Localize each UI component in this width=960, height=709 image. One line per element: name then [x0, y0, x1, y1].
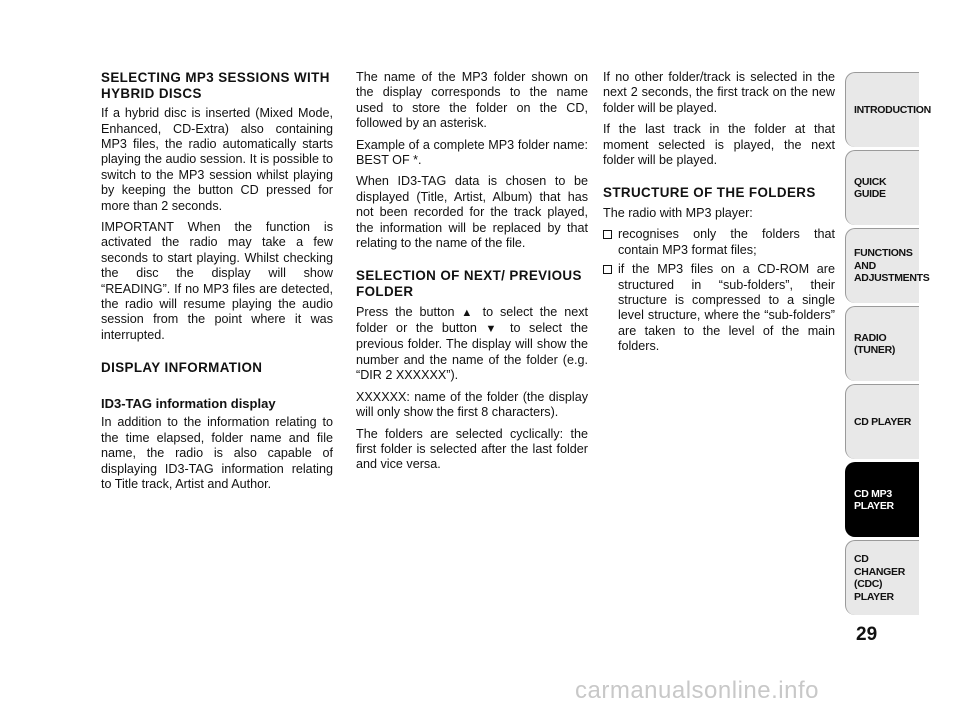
tab-functions-adjustments[interactable] [845, 228, 930, 303]
paragraph: IMPORTANT When the function is activated the radio may take a few seconds to start playing. Whilst checking the disc the display will show “READING”. If no MP3 files are detected, the radio will resume playing the audio session from the point where it was interrupted. [101, 220, 333, 342]
heading-selection-next-previous-folder: SELECTION OF NEXT/ PREVIOUS FOLDER [356, 268, 582, 300]
section-tabs [845, 72, 931, 618]
list-item [603, 227, 835, 258]
paragraph: Example of a complete MP3 folder name: BEST OF *. [356, 137, 588, 168]
tab-quick-guide[interactable] [845, 150, 919, 225]
bullet-list [603, 227, 835, 354]
heading-display-information: DISPLAY INFORMATION [101, 360, 263, 376]
paragraph: If no other folder/track is selected in the next 2 seconds, the first track on the new folder will be played. [603, 70, 835, 115]
down-arrow-icon: ▼ [485, 323, 502, 336]
watermark: carmanualsonline.info [575, 677, 819, 704]
paragraph: When ID3-TAG data is chosen to be displayed (Title, Artist, Album) that has not been recorded for the track played, the information will be replaced by that relating to the name of the file. [356, 174, 588, 251]
tab-label: RADIO (TUNER) [854, 331, 896, 356]
tab-label: INTRODUCTION [854, 103, 931, 116]
subheading-id3-tag: ID3-TAG information display [101, 395, 276, 411]
paragraph: In addition to the information relating to the time elapsed, folder name and file name, the radio is also capable of displaying ID3-TAG information relating to Title track, Artist and Author. [101, 415, 333, 491]
checkbox-bullet-icon [603, 265, 612, 274]
tab-cd-changer[interactable] [845, 540, 919, 615]
list-item-text: recognises only the folders that contain MP3 format files; [618, 227, 835, 257]
tab-label: CD CHANGER (CDC) PLAYER [854, 553, 905, 603]
heading-selecting-mp3-sessions: SELECTING MP3 SESSIONS WITH HYBRID DISCS [101, 70, 330, 101]
tab-label: CD PLAYER [854, 415, 912, 428]
text-column-2 [356, 70, 588, 479]
text-fragment: to select the previous folder. The display will show the number and the name of the folder (e.g. “DIR 2 XXXXXX”). [356, 321, 589, 383]
list-item-text: if the MP3 files on a CD-ROM are structured in “sub-folders”, their structure is compressed to a single level structure, where the “sub-folders” are taken to the level of the main folders. [618, 262, 835, 354]
tab-introduction[interactable] [845, 72, 931, 147]
paragraph: The radio with MP3 player: [603, 206, 753, 221]
text-fragment: Press the button [356, 304, 462, 319]
checkbox-bullet-icon [603, 230, 612, 239]
tab-radio-tuner[interactable] [845, 306, 919, 381]
tab-cd-player[interactable] [845, 384, 919, 459]
tab-label: FUNCTIONS AND ADJUSTMENTS [854, 247, 930, 285]
heading-structure-of-folders: STRUCTURE OF THE FOLDERS [603, 185, 816, 201]
text-fragment: to select the next folder or the button [356, 304, 588, 336]
text-column-3 [603, 70, 835, 359]
tab-label: QUICK GUIDE [854, 175, 887, 200]
up-arrow-icon: ▲ [461, 306, 476, 319]
paragraph [356, 305, 588, 384]
paragraph: If a hybrid disc is inserted (Mixed Mode, Enhanced, CD-Extra) also containing MP3 files, the radio automatically starts playing the audio session. It is possible to switch to the MP3 session whilst playing by keeping the button CD pressed for more than 2 seconds. [101, 106, 333, 213]
paragraph: The folders are selected cyclically: the first folder is selected after the last folder and vice versa. [356, 426, 588, 472]
text-column-1 [101, 70, 333, 498]
page-number: 29 [856, 624, 878, 645]
list-item [603, 262, 835, 354]
paragraph: XXXXXX: name of the folder (the display will only show the first 8 characters). [356, 389, 588, 420]
paragraph: If the last track in the folder at that moment selected is played, the next folder will be played. [603, 122, 835, 168]
paragraph: The name of the MP3 folder shown on the display corresponds to the name used to store the folder on the CD, followed by an asterisk. [356, 70, 588, 131]
tab-cd-mp3-player[interactable] [845, 462, 919, 537]
tab-label: CD MP3 PLAYER [854, 487, 894, 512]
